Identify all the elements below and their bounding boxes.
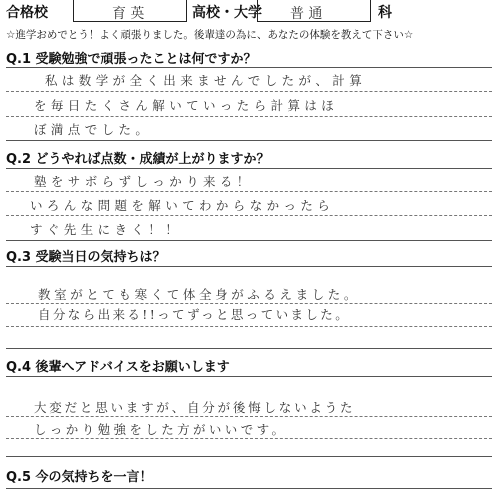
- answer-2-line-3: すぐ先生にきく！！: [30, 222, 183, 237]
- question-5-label: Q.5 今の気持ちを一言！: [6, 470, 153, 485]
- question-3-label: Q.3 受験当日の気持ちは？: [6, 250, 166, 265]
- answer-1-line-3: ぼ満点でした。: [34, 122, 153, 137]
- answer-rule: [6, 416, 492, 417]
- answer-2-line-2: いろんな問題を解いてわからなかったら: [30, 198, 335, 213]
- answer-rule: [6, 488, 492, 489]
- question-4-label: Q.4 後輩へアドバイスをお願いします: [6, 360, 230, 375]
- answer-rule: [6, 191, 492, 192]
- answer-rule: [6, 91, 492, 92]
- school-label: 合格校: [6, 5, 48, 21]
- question-2-label: Q.2 どうやれば点数・成績が上がりますか？: [6, 152, 270, 167]
- answer-1-line-2: を毎日たくさん解いていったら計算はほ: [34, 98, 339, 113]
- answer-rule: [6, 348, 492, 349]
- answer-1-line-1: 私は数学が全く出来ませんでしたが、計算: [45, 73, 367, 88]
- answer-rule: [6, 67, 492, 68]
- answer-rule: [6, 215, 492, 216]
- header-row: [0, 0, 500, 24]
- answer-rule: [6, 303, 492, 304]
- type-label: 高校・大学: [192, 5, 262, 21]
- answer-4-line-1: 大変だと思いますが、自分が後悔しないようた: [34, 400, 356, 415]
- answer-rule: [6, 240, 492, 241]
- intro-text: ☆進学おめでとう！よく頑張りました。後輩達の為に、あなたの体験を教えて下さい☆: [6, 29, 414, 41]
- answer-rule: [6, 116, 492, 117]
- answer-rule: [6, 438, 492, 439]
- answer-4-line-2: しっかり勉強をした方がいいです。: [34, 422, 288, 437]
- answer-2-line-1: 塾をサボらずしっかり来る！: [34, 174, 254, 189]
- answer-rule: [6, 456, 492, 457]
- answer-3-line-1: 教室がとても寒くて体全身がふるえました。: [38, 287, 361, 302]
- school-value: 育英: [112, 6, 149, 22]
- answer-rule: [6, 376, 492, 377]
- type-value: 普通: [290, 6, 327, 22]
- answer-rule: [6, 168, 492, 169]
- answer-rule: [6, 140, 492, 141]
- answer-rule: [6, 266, 492, 267]
- dept-label: 科: [378, 5, 392, 21]
- answer-rule: [6, 326, 492, 327]
- question-1-label: Q.1 受験勉強で頑張ったことは何ですか？: [6, 52, 257, 67]
- answer-3-line-2: 自分なら出来る!!ってずっと思っていました。: [38, 307, 351, 322]
